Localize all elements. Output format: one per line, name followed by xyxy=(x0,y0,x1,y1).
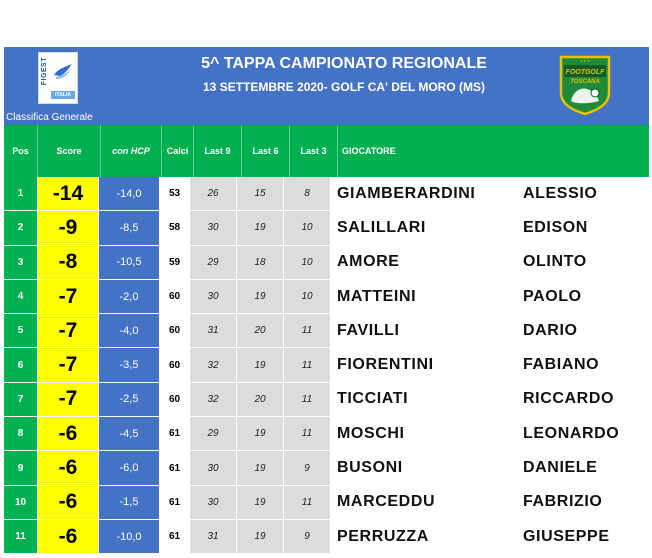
player-name: ALESSIO xyxy=(523,184,598,202)
player-name: FABRIZIO xyxy=(523,493,603,511)
table-row xyxy=(4,280,649,314)
cell-score: -8 xyxy=(37,246,99,279)
table-row xyxy=(4,417,649,451)
classifica-sheet xyxy=(4,47,649,554)
cell-score: -6 xyxy=(37,520,99,553)
cell-hcp: -2,5 xyxy=(99,383,159,416)
cell-pos: 6 xyxy=(4,348,37,381)
cell-last3: 10 xyxy=(284,280,331,313)
cell-giocatore xyxy=(331,486,649,519)
column-header-calci: Calci xyxy=(162,125,194,177)
cell-last6: 20 xyxy=(237,383,284,416)
column-header-hcp: con HCP xyxy=(101,125,162,177)
cell-score: -7 xyxy=(37,280,99,313)
cell-last6: 18 xyxy=(237,246,284,279)
cell-hcp: -10,0 xyxy=(99,520,159,553)
player-surname: MATTEINI xyxy=(337,287,417,305)
cell-giocatore xyxy=(331,246,649,279)
cell-calci: 59 xyxy=(159,246,190,279)
player-surname: PERRUZZA xyxy=(337,527,429,545)
cell-calci: 60 xyxy=(159,280,190,313)
cell-hcp: -2,0 xyxy=(99,280,159,313)
player-name: OLINTO xyxy=(523,253,587,271)
table-row xyxy=(4,383,649,417)
column-header-pos: Pos xyxy=(4,125,38,177)
table-row xyxy=(4,314,649,348)
cell-calci: 60 xyxy=(159,314,190,347)
cell-score: -6 xyxy=(37,451,99,484)
standings-table-body xyxy=(4,177,649,554)
cell-last3: 9 xyxy=(284,520,331,553)
column-header-last3: Last 3 xyxy=(290,125,338,177)
cell-last3: 10 xyxy=(284,246,331,279)
cell-calci: 60 xyxy=(159,383,190,416)
cell-pos: 1 xyxy=(4,177,37,210)
player-surname: SALILLARI xyxy=(337,218,426,236)
player-name: RICCARDO xyxy=(523,390,615,408)
cell-last6: 19 xyxy=(237,348,284,381)
cell-pos: 10 xyxy=(4,486,37,519)
player-surname: MOSCHI xyxy=(337,424,405,442)
cell-last9: 30 xyxy=(190,451,237,484)
player-surname: GIAMBERARDINI xyxy=(337,184,476,202)
cell-calci: 53 xyxy=(159,177,190,210)
cell-calci: 61 xyxy=(159,451,190,484)
cell-last3: 11 xyxy=(284,383,331,416)
cell-last3: 8 xyxy=(284,177,331,210)
cell-score: -6 xyxy=(37,486,99,519)
table-row xyxy=(4,348,649,382)
column-header-last6: Last 6 xyxy=(242,125,290,177)
cell-hcp: -10,5 xyxy=(99,246,159,279)
cell-giocatore xyxy=(331,383,649,416)
cell-last9: 29 xyxy=(190,417,237,450)
table-row xyxy=(4,211,649,245)
cell-hcp: -4,0 xyxy=(99,314,159,347)
column-header-row xyxy=(4,125,649,177)
fig-logo xyxy=(38,52,78,104)
cell-last6: 19 xyxy=(237,520,284,553)
player-surname: FAVILLI xyxy=(337,321,400,339)
player-surname: AMORE xyxy=(337,253,400,271)
cell-pos: 4 xyxy=(4,280,37,313)
cell-pos: 3 xyxy=(4,246,37,279)
cell-calci: 61 xyxy=(159,417,190,450)
cell-last9: 30 xyxy=(190,280,237,313)
cell-giocatore xyxy=(331,211,649,244)
cell-score: -7 xyxy=(37,383,99,416)
cell-hcp: -1,5 xyxy=(99,486,159,519)
cell-calci: 58 xyxy=(159,211,190,244)
player-name: FABIANO xyxy=(523,356,600,374)
cell-last9: 31 xyxy=(190,314,237,347)
cell-last9: 31 xyxy=(190,520,237,553)
cell-giocatore xyxy=(331,348,649,381)
player-name: GIUSEPPE xyxy=(523,527,610,545)
cell-last3: 10 xyxy=(284,211,331,244)
cell-giocatore xyxy=(331,520,649,553)
cell-last9: 30 xyxy=(190,486,237,519)
cell-hcp: -8,5 xyxy=(99,211,159,244)
cell-pos: 9 xyxy=(4,451,37,484)
cell-last9: 32 xyxy=(190,383,237,416)
cell-hcp: -4,5 xyxy=(99,417,159,450)
svg-text:★ ★ ★: ★ ★ ★ xyxy=(580,59,590,63)
cell-last9: 29 xyxy=(190,246,237,279)
cell-giocatore xyxy=(331,314,649,347)
fig-logo-small-text: ITALIA xyxy=(55,92,71,98)
player-surname: TICCIATI xyxy=(337,390,409,408)
cell-hcp: -6,0 xyxy=(99,451,159,484)
page-subtitle: 13 SETTEMBRE 2020- GOLF CA' DEL MORO (MS) xyxy=(203,80,485,94)
cell-pos: 8 xyxy=(4,417,37,450)
player-name: PAOLO xyxy=(523,287,582,305)
column-header-giocatore: GIOCATORE xyxy=(342,146,396,156)
cell-last9: 32 xyxy=(190,348,237,381)
player-name: EDISON xyxy=(523,218,588,236)
cell-last3: 11 xyxy=(284,348,331,381)
table-row xyxy=(4,486,649,520)
cell-last3: 11 xyxy=(284,486,331,519)
cell-last9: 26 xyxy=(190,177,237,210)
fig-logo-text: FIGEST xyxy=(41,57,48,86)
header-band xyxy=(4,47,649,125)
dove-icon xyxy=(52,61,74,83)
caption-classifica: Classifica Generale xyxy=(6,112,93,123)
cell-last6: 19 xyxy=(237,211,284,244)
cell-hcp: -14,0 xyxy=(99,177,159,210)
table-row xyxy=(4,177,649,211)
player-surname: BUSONI xyxy=(337,459,403,477)
badge-top-text: FOOTGOLF xyxy=(565,69,605,76)
cell-last6: 19 xyxy=(237,280,284,313)
badge-bottom-text: TOSCANA xyxy=(570,79,600,85)
cell-score: -14 xyxy=(37,177,99,210)
column-header-score: Score xyxy=(38,125,101,177)
cell-giocatore xyxy=(331,417,649,450)
cell-pos: 2 xyxy=(4,211,37,244)
cell-score: -6 xyxy=(37,417,99,450)
cell-score: -9 xyxy=(37,211,99,244)
cell-pos: 5 xyxy=(4,314,37,347)
cell-hcp: -3,5 xyxy=(99,348,159,381)
cell-giocatore xyxy=(331,451,649,484)
table-row xyxy=(4,451,649,485)
cell-score: -7 xyxy=(37,314,99,347)
cell-last6: 19 xyxy=(237,451,284,484)
cell-giocatore xyxy=(331,177,649,210)
cell-calci: 60 xyxy=(159,348,190,381)
player-name: LEONARDO xyxy=(523,424,620,442)
cell-last6: 20 xyxy=(237,314,284,347)
cell-calci: 61 xyxy=(159,486,190,519)
cell-last6: 19 xyxy=(237,486,284,519)
table-row xyxy=(4,246,649,280)
cell-last9: 30 xyxy=(190,211,237,244)
cell-pos: 11 xyxy=(4,520,37,553)
player-surname: MARCEDDU xyxy=(337,493,436,511)
player-name: DARIO xyxy=(523,321,578,339)
cell-score: -7 xyxy=(37,348,99,381)
cell-giocatore xyxy=(331,280,649,313)
table-row xyxy=(4,520,649,554)
page-title: 5^ TAPPA CAMPIONATO REGIONALE xyxy=(201,55,487,72)
column-header-last9: Last 9 xyxy=(194,125,242,177)
cell-last3: 9 xyxy=(284,451,331,484)
cell-last6: 19 xyxy=(237,417,284,450)
cell-calci: 61 xyxy=(159,520,190,553)
cell-last3: 11 xyxy=(284,417,331,450)
footgolf-toscana-badge-icon xyxy=(555,53,615,115)
player-name: DANIELE xyxy=(523,459,598,477)
cell-last6: 15 xyxy=(237,177,284,210)
cell-pos: 7 xyxy=(4,383,37,416)
player-surname: FIORENTINI xyxy=(337,356,434,374)
cell-last3: 11 xyxy=(284,314,331,347)
